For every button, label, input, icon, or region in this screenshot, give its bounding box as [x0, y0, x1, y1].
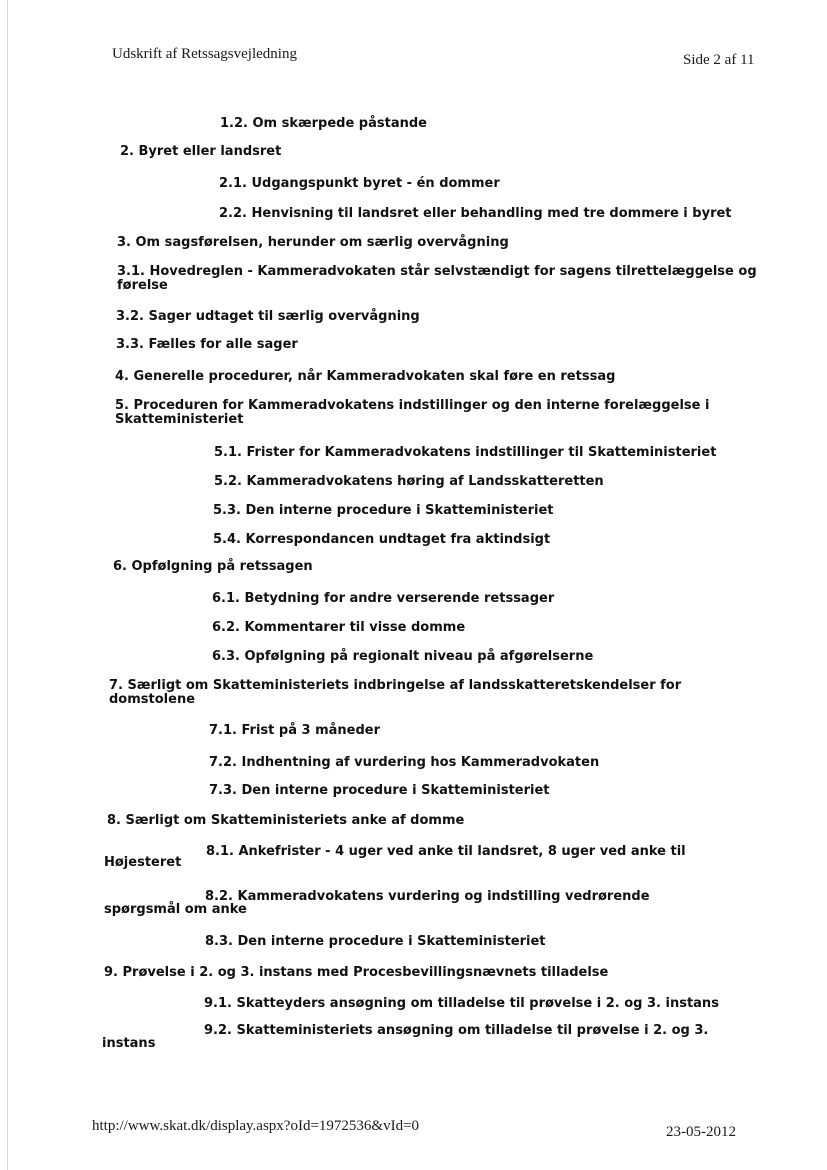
toc-entry-8-2: 8.2. Kammeradvokatens vurdering og indstilling vedrørende	[205, 889, 650, 904]
toc-entry-6-3: 6.3. Opfølgning på regionalt niveau på afgørelserne	[212, 649, 594, 664]
toc-entry-6-1: 6.1. Betydning for andre verserende retssager	[212, 591, 555, 606]
toc-entry-7: 7. Særligt om Skatteministeriets indbringelse af landsskatteretskendelser for domstolene	[109, 678, 682, 707]
toc-entry-1-2: 1.2. Om skærpede påstande	[220, 116, 427, 131]
toc-entry-3-3: 3.3. Fælles for alle sager	[116, 337, 298, 352]
toc-entry-7-2: 7.2. Indhentning af vurdering hos Kammeradvokaten	[209, 755, 600, 770]
toc-entry-3-2: 3.2. Sager udtaget til særlig overvågning	[116, 309, 420, 324]
footer-url: http://www.skat.dk/display.aspx?oId=1972536&vId=0	[92, 1118, 420, 1134]
toc-entry-9-2: 9.2. Skatteministeriets ansøgning om tilladelse til prøvelse i 2. og 3.	[204, 1023, 709, 1038]
toc-entry-4: 4. Generelle procedurer, når Kammeradvokaten skal føre en retssag	[115, 369, 616, 384]
footer-date: 23-05-2012	[666, 1124, 736, 1140]
toc-entry-5-2: 5.2. Kammeradvokatens høring af Landsskatteretten	[214, 474, 604, 489]
toc-entry-6: 6. Opfølgning på retssagen	[113, 559, 313, 574]
toc-entry-3: 3. Om sagsførelsen, herunder om særlig overvågning	[117, 235, 509, 250]
toc-entry-9: 9. Prøvelse i 2. og 3. instans med Procesbevillingsnævnets tilladelse	[104, 965, 609, 980]
toc-entry-2-2: 2.2. Henvisning til landsret eller behandling med tre dommere i byret	[219, 206, 732, 221]
toc-entry-8-1-cont: Højesteret	[104, 855, 182, 870]
toc-entry-6-2: 6.2. Kommentarer til visse domme	[212, 620, 466, 635]
toc-entry-5: 5. Proceduren for Kammeradvokatens indstillinger og den interne forelæggelse i Skatteministeriet	[115, 398, 710, 427]
toc-entry-2-1: 2.1. Udgangspunkt byret - én dommer	[219, 176, 500, 191]
header-title: Udskrift af Retssagsvejledning	[112, 46, 297, 62]
toc-entry-9-1: 9.1. Skatteyders ansøgning om tilladelse til prøvelse i 2. og 3. instans	[204, 996, 719, 1011]
toc-entry-5-1: 5.1. Frister for Kammeradvokatens indstillinger til Skatteministeriet	[214, 445, 717, 460]
toc-entry-8: 8. Særligt om Skatteministeriets anke af domme	[107, 813, 465, 828]
scan-edge-line	[7, 0, 8, 1170]
toc-entry-8-2-cont: spørgsmål om anke	[104, 902, 247, 917]
toc-entry-8-1: 8.1. Ankefrister - 4 uger ved anke til landsret, 8 uger ved anke til	[206, 844, 686, 859]
toc-entry-3-1: 3.1. Hovedreglen - Kammeradvokaten står selvstændigt for sagens tilrettelæggelse og førelse	[117, 264, 757, 293]
toc-entry-7-3: 7.3. Den interne procedure i Skatteministeriet	[209, 783, 550, 798]
toc-entry-5-4: 5.4. Korrespondancen undtaget fra aktindsigt	[213, 532, 551, 547]
toc-entry-5-3: 5.3. Den interne procedure i Skatteministeriet	[213, 503, 554, 518]
toc-entry-7-1: 7.1. Frist på 3 måneder	[209, 723, 380, 738]
toc-entry-9-2-cont: instans	[102, 1036, 156, 1051]
page-number: Side 2 af 11	[683, 52, 755, 68]
toc-entry-8-3: 8.3. Den interne procedure i Skatteministeriet	[205, 934, 546, 949]
toc-entry-2: 2. Byret eller landsret	[120, 144, 282, 159]
